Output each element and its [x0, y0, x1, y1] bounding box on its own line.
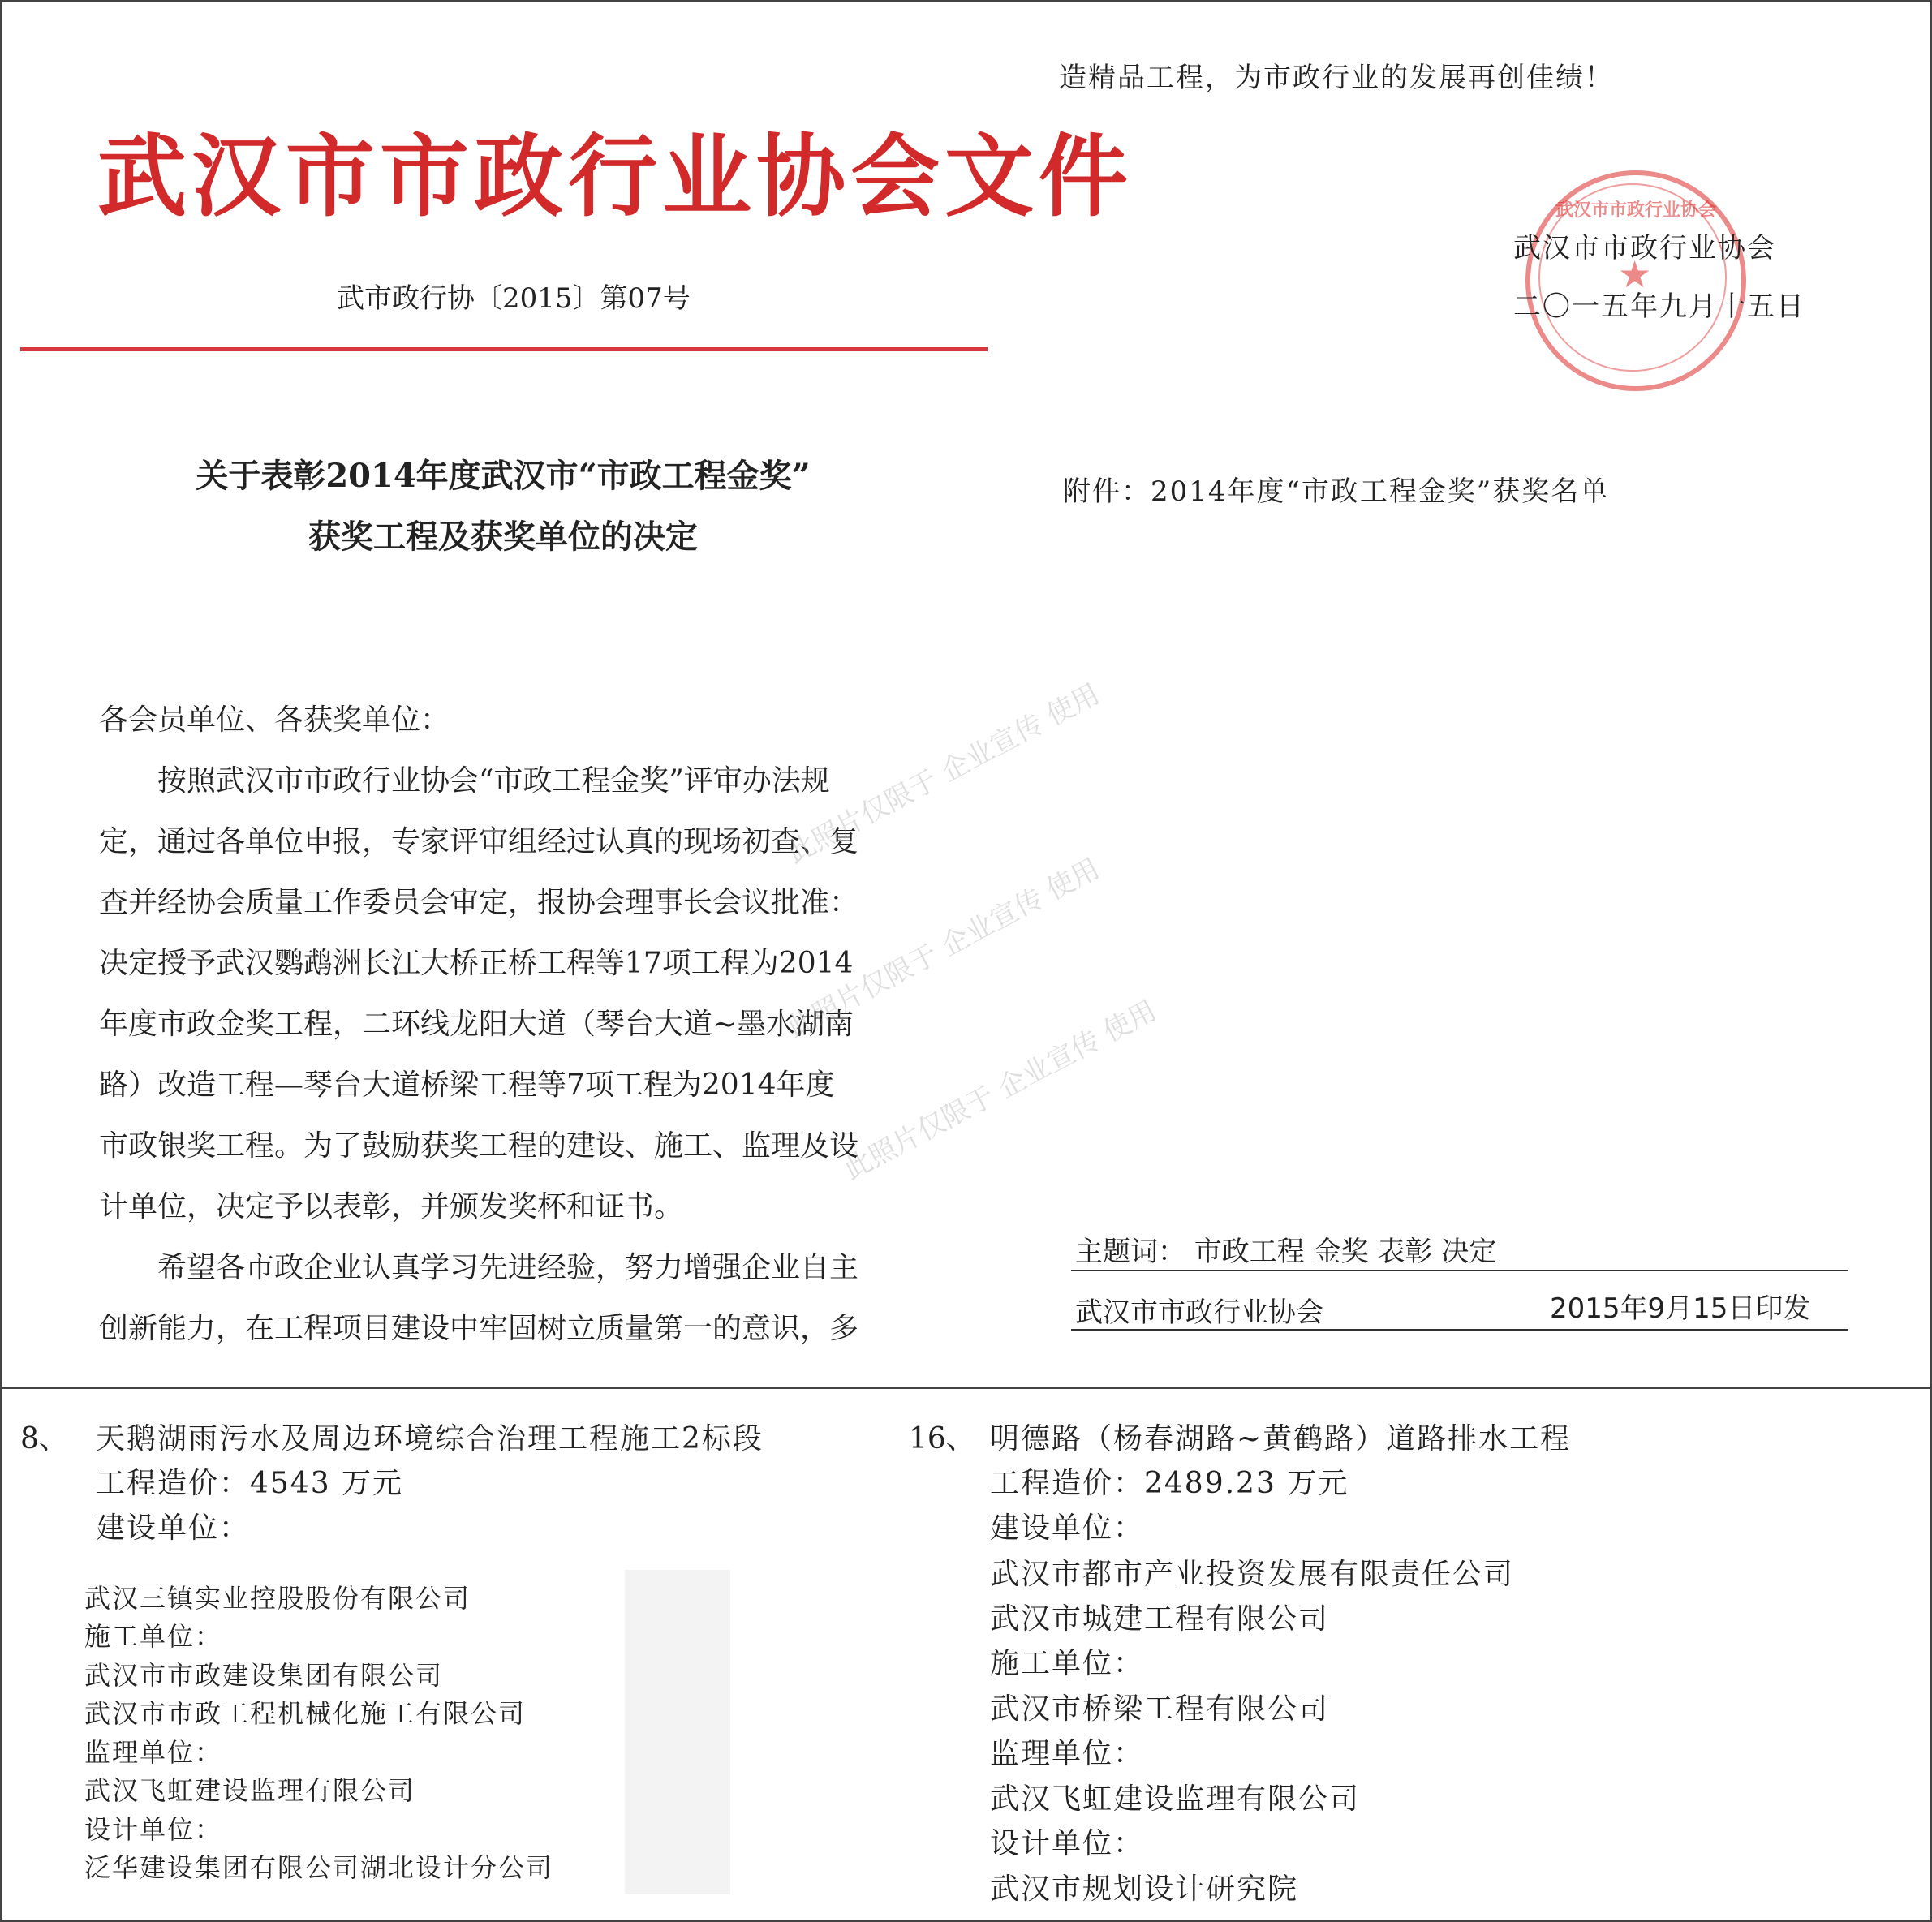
project-name: 明德路（杨春湖路~黄鹤路）道路排水工程 [990, 1422, 1572, 1455]
item-number: 16、 [909, 1422, 975, 1455]
document-number: 武市政行协〔2015〕第07号 [337, 282, 691, 315]
decision-title-line1: 关于表彰2014年度武汉市“市政工程金奖” [196, 457, 811, 495]
watermark: 此照片仅限于 企业宣传 使用 [781, 852, 1105, 1045]
seal-text: 武汉市市政行业协会 [1555, 200, 1716, 221]
red-divider [20, 347, 988, 351]
constructor-unit: 武汉市市政工程机械化施工有限公司 [84, 1698, 527, 1729]
body-line: 查并经协会质量工作委员会审定，报协会理事长会议批准： [99, 886, 859, 919]
salutation: 各会员单位、各获奖单位： [99, 703, 450, 737]
subject-keywords: 主题词： 市政工程 金奖 表彰 决定 [1075, 1236, 1497, 1268]
constructor-unit: 武汉市市政建设集团有限公司 [84, 1660, 444, 1691]
project-cost: 工程造价：4543 万元 [96, 1467, 404, 1500]
document-header-title: 武汉市市政行业协会文件 [97, 124, 1133, 229]
body-line: 年度市政金奖工程，二环线龙阳大道（琴台大道~墨水湖南 [99, 1008, 854, 1041]
supervisor-label: 监理单位： [990, 1737, 1145, 1770]
supervisor-unit: 武汉飞虹建设监理有限公司 [84, 1775, 416, 1806]
signature-date: 二〇一五年九月十五日 [1513, 290, 1805, 323]
watermark: 此照片仅限于 企业宣传 使用 [781, 677, 1105, 871]
watermark: 此照片仅限于 企业宣传 使用 [838, 994, 1162, 1187]
body-line: 按照武汉市市政行业协会“市政工程金奖”评审办法规 [157, 764, 830, 798]
designer-unit: 武汉市规划设计研究院 [990, 1873, 1299, 1906]
body-line: 路）改造工程—琴台大道桥梁工程等7项工程为2014年度 [99, 1068, 835, 1102]
body-line: 定，通过各单位申报，专家评审组经过认真的现场初查、复 [99, 825, 859, 858]
builder-unit: 武汉市城建工程有限公司 [990, 1602, 1330, 1636]
body-paragraph-1 [99, 750, 858, 1237]
body-line: 创新能力，在工程项目建设中牢固树立质量第一的意识，多 [99, 1312, 859, 1345]
designer-label: 设计单位： [84, 1814, 223, 1845]
body-paragraph-2 [99, 1237, 858, 1359]
body-line: 决定授予武汉鹦鹉洲长江大桥正桥工程等17项工程为2014 [99, 947, 854, 980]
seal-star-icon: ★ [1618, 252, 1652, 296]
issuer-name: 武汉市市政行业协会 [1075, 1296, 1323, 1329]
builder-label: 建设单位： [990, 1511, 1145, 1545]
project-cost: 工程造价：2489.23 万元 [990, 1467, 1349, 1500]
constructor-unit: 武汉市桥梁工程有限公司 [990, 1692, 1330, 1726]
designer-unit: 泛华建设集团有限公司湖北设计分公司 [84, 1852, 554, 1883]
signature-organization: 武汉市市政行业协会 [1513, 232, 1776, 264]
issue-date: 2015年9月15日印发 [1550, 1292, 1811, 1325]
constructor-label: 施工单位： [990, 1647, 1145, 1680]
supervisor-label: 监理单位： [84, 1737, 223, 1768]
project-name: 天鹅湖雨污水及周边环境综合治理工程施工2标段 [96, 1422, 764, 1455]
body-line: 希望各市政企业认真学习先进经验，努力增强企业自主 [157, 1251, 859, 1284]
scan-shade [625, 1570, 730, 1894]
issuer-rule [1071, 1329, 1848, 1331]
builder-unit: 武汉三镇实业控股股份有限公司 [84, 1583, 471, 1614]
decision-title-line2: 获奖工程及获奖单位的决定 [308, 518, 698, 556]
constructor-label: 施工单位： [84, 1621, 223, 1652]
builder-label: 建设单位： [96, 1511, 251, 1545]
keyword-rule [1071, 1270, 1848, 1271]
official-seal [1525, 170, 1746, 391]
supervisor-unit: 武汉飞虹建设监理有限公司 [990, 1782, 1361, 1816]
designer-label: 设计单位： [990, 1827, 1145, 1860]
attachment-note: 附件：2014年度“市政工程金奖”获奖名单 [1063, 475, 1610, 508]
continuation-text: 造精品工程，为市政行业的发展再创佳绩！ [1059, 62, 1614, 94]
body-line: 市政银奖工程。为了鼓励获奖工程的建设、施工、监理及设 [99, 1129, 859, 1163]
builder-unit: 武汉市都市产业投资发展有限责任公司 [990, 1558, 1515, 1591]
item-number: 8、 [20, 1422, 68, 1455]
body-line: 计单位，决定予以表彰，并颁发奖杯和证书。 [99, 1190, 684, 1223]
